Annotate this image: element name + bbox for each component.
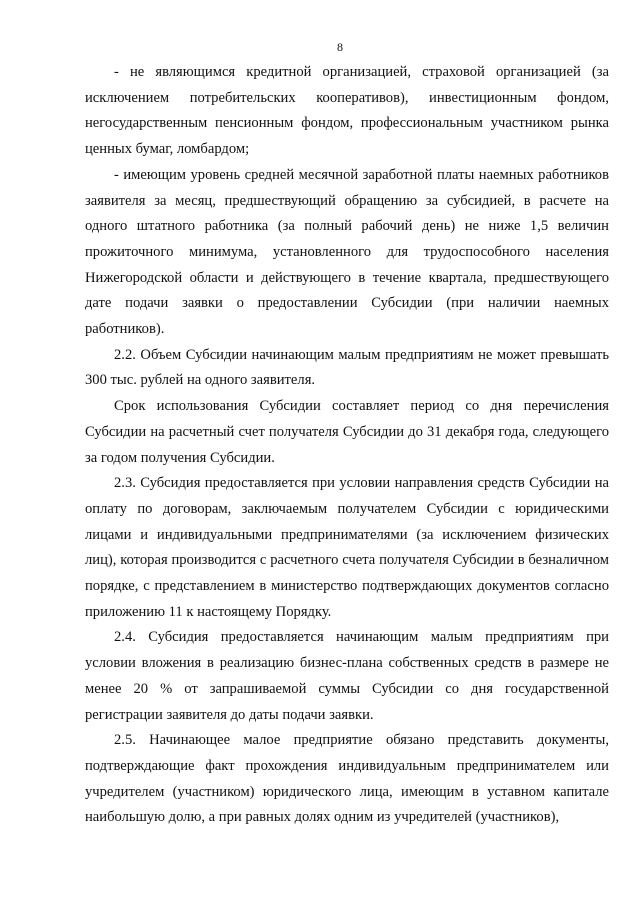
- paragraph-2-5-documents: 2.5. Начинающее малое предприятие обязано представить документы, подтверждающие факт прохождения индивидуальным предпринимателем или учредителем (участником) юридического лица, имеющим в уставном капитале наибольшую долю, а при равных долях одним из учредителей (участников),: [85, 732, 609, 826]
- page-number: 8: [337, 40, 343, 54]
- paragraph-not-credit-organization: - не являющимся кредитной организацией, страховой организацией (за исключением потребительских кооперативов), инвестиционным фондом, негосударственным пенсионным фондом, профессиональным участником рынка ценных бумаг, ломбардом;: [85, 64, 609, 158]
- paragraph-2-3-subsidy-conditions: 2.3. Субсидия предоставляется при условии направления средств Субсидии на оплату по договорам, заключаемым получателем Субсидии с юридическими лицами и индивидуальными предпринимателями (за исключением физических лиц), которая производится с расчетного счета получателя Субсидии в безналичном порядке, с представлением в министерство подтверждающих документов согласно приложению 11 к настоящему Порядку.: [85, 475, 609, 620]
- paragraph-2-4-own-funds: 2.4. Субсидия предоставляется начинающим малым предприятиям при условии вложения в реализацию бизнес-плана собственных средств в размере не менее 20 % от запрашиваемой суммы Субсидии со дня государственной регистрации заявителя до даты подачи заявки.: [85, 629, 609, 723]
- paragraph-2-2-subsidy-amount: 2.2. Объем Субсидии начинающим малым предприятиям не может превышать 300 тыс. рублей на одного заявителя.: [85, 346, 609, 389]
- paragraph-average-salary: - имеющим уровень средней месячной заработной платы наемных работников заявителя за месяц, предшествующий обращению за субсидией, в расчете на одного штатного работника (за полный рабочий день) не ниже 1,5 величин прожиточного минимума, установленного для трудоспособного населения Нижегородской области и действующего в течение квартала, предшествующего дате подачи заявки о предоставлении Субсидии (при наличии наемных работников).: [85, 166, 609, 338]
- paragraph-subsidy-usage-period: Срок использования Субсидии составляет период со дня перечисления Субсидии на расчетный счет получателя Субсидии до 31 декабря года, следующего за годом получения Субсидии.: [85, 398, 609, 466]
- document-body: [85, 60, 609, 831]
